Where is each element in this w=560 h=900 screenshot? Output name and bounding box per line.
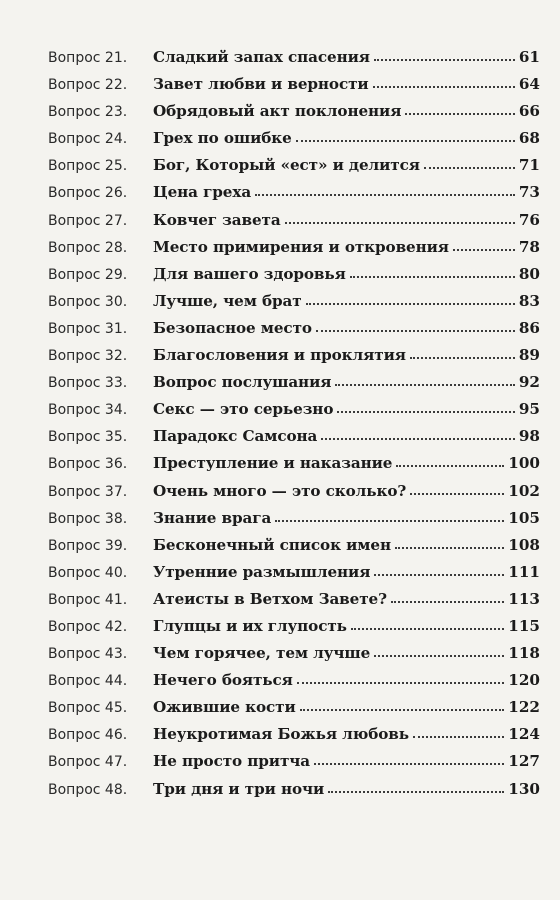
page-number: 92	[518, 373, 540, 392]
question-title: Парадокс Самсона	[153, 427, 318, 446]
question-number: Вопрос 47.	[48, 754, 128, 771]
dot-leader	[296, 139, 515, 142]
question-title: Для вашего здоровья	[153, 264, 346, 283]
question-number: Вопрос 21.	[48, 50, 128, 66]
toc-entry	[0, 289, 560, 316]
toc-entry	[0, 749, 560, 776]
toc-entry	[0, 235, 560, 262]
page-number: 113	[508, 589, 540, 608]
dot-leader	[453, 248, 515, 251]
question-title: Бог, Который «ест» и делится	[153, 156, 420, 175]
toc-entry	[0, 668, 560, 695]
page-number: 64	[518, 75, 540, 94]
question-number: Вопрос 30.	[48, 293, 128, 310]
toc-entry-line	[153, 48, 540, 66]
toc-entry-line	[153, 780, 540, 798]
dot-leader	[410, 492, 504, 495]
toc-entry	[0, 343, 560, 370]
question-title: Не просто притча	[153, 752, 311, 771]
toc-entry-line	[153, 536, 540, 554]
question-number: Вопрос 38.	[48, 510, 128, 527]
question-number: Вопрос 32.	[48, 348, 128, 365]
dot-leader	[374, 58, 515, 61]
page-number: 76	[518, 210, 540, 229]
question-title: Место примирения и откровения	[153, 237, 449, 256]
toc-entry	[0, 722, 560, 749]
page-number: 120	[508, 671, 540, 690]
dot-leader	[373, 85, 515, 88]
question-title: Неукротимая Божья любовь	[153, 725, 409, 744]
toc-entry	[0, 695, 560, 722]
question-number: Вопрос 36.	[48, 456, 128, 473]
question-title: Утренние размышления	[153, 562, 371, 581]
question-title: Вопрос послушания	[153, 373, 332, 392]
table-of-contents	[0, 45, 560, 804]
toc-entry-line	[153, 427, 540, 445]
question-title: Знание врага	[153, 508, 272, 527]
page-number: 105	[508, 508, 540, 527]
toc-entry-line	[153, 752, 540, 770]
page-number: 102	[508, 481, 540, 500]
toc-entry-line	[153, 400, 540, 418]
question-title: Три дня и три ночи	[153, 779, 325, 798]
page-number: 95	[518, 400, 540, 419]
question-number: Вопрос 43.	[48, 646, 128, 663]
question-title: Ковчег завета	[153, 210, 281, 229]
toc-entry-line	[153, 644, 540, 662]
question-title: Чем горячее, тем лучше	[153, 644, 371, 663]
question-number: Вопрос 39.	[48, 537, 128, 554]
question-number: Вопрос 24.	[48, 131, 128, 148]
toc-entry	[0, 641, 560, 668]
dot-leader	[321, 437, 515, 440]
page-number: 108	[508, 535, 540, 554]
question-number: Вопрос 33.	[48, 375, 128, 392]
page-number: 86	[518, 318, 540, 337]
page-number: 73	[518, 183, 540, 202]
toc-entry-line	[153, 373, 540, 391]
question-number: Вопрос 22.	[48, 77, 128, 94]
question-number: Вопрос 35.	[48, 429, 128, 446]
toc-entry-line	[153, 454, 540, 472]
dot-leader	[395, 546, 504, 549]
toc-entry	[0, 180, 560, 207]
toc-entry-line	[153, 238, 540, 256]
toc-entry	[0, 479, 560, 506]
toc-entry	[0, 397, 560, 424]
toc-entry	[0, 316, 560, 343]
page-number: 61	[518, 48, 540, 66]
dot-leader	[405, 112, 515, 115]
dot-leader	[285, 221, 515, 224]
toc-entry-line	[153, 292, 540, 310]
toc-entry-line	[153, 590, 540, 608]
page-number: 100	[508, 454, 540, 473]
dot-leader	[374, 654, 504, 657]
toc-entry	[0, 370, 560, 397]
question-number: Вопрос 23.	[48, 104, 128, 121]
toc-entry-line	[153, 563, 540, 581]
question-title: Завет любви и верности	[153, 75, 369, 94]
dot-leader	[391, 600, 504, 603]
dot-leader	[297, 681, 505, 684]
question-title: Нечего бояться	[153, 671, 293, 690]
dot-leader	[351, 627, 504, 630]
question-title: Бесконечный список имен	[153, 535, 391, 554]
toc-entry-line	[153, 319, 540, 337]
toc-entry-line	[153, 509, 540, 527]
dot-leader	[374, 573, 504, 576]
question-title: Секс — это серьезно	[153, 400, 334, 419]
toc-entry-line	[153, 75, 540, 93]
toc-entry	[0, 451, 560, 478]
toc-entry	[0, 587, 560, 614]
dot-leader	[255, 193, 515, 196]
toc-entry	[0, 72, 560, 99]
dot-leader	[413, 735, 504, 738]
page-number: 130	[508, 779, 540, 798]
question-title: Сладкий запах спасения	[153, 48, 370, 66]
question-number: Вопрос 41.	[48, 591, 128, 608]
toc-entry-line	[153, 129, 540, 147]
question-number: Вопрос 46.	[48, 727, 128, 744]
question-number: Вопрос 48.	[48, 781, 128, 798]
question-title: Благословения и проклятия	[153, 346, 406, 365]
toc-entry	[0, 262, 560, 289]
question-title: Ожившие кости	[153, 698, 296, 717]
page-number: 78	[518, 237, 540, 256]
toc-entry-line	[153, 346, 540, 364]
question-title: Преступление и наказание	[153, 454, 393, 473]
dot-leader	[424, 166, 515, 169]
toc-entry-line	[153, 617, 540, 635]
question-number: Вопрос 31.	[48, 320, 128, 337]
page-number: 71	[518, 156, 540, 175]
page-number: 89	[518, 346, 540, 365]
toc-entry	[0, 533, 560, 560]
toc-entry-line	[153, 698, 540, 716]
page-number: 98	[518, 427, 540, 446]
question-number: Вопрос 25.	[48, 158, 128, 175]
toc-entry	[0, 99, 560, 126]
dot-leader	[396, 464, 504, 467]
question-number: Вопрос 29.	[48, 266, 128, 283]
toc-entry	[0, 126, 560, 153]
question-number: Вопрос 40.	[48, 564, 128, 581]
dot-leader	[314, 762, 504, 765]
dot-leader	[306, 302, 515, 305]
toc-entry	[0, 777, 560, 804]
toc-entry-line	[153, 156, 540, 174]
toc-entry-line	[153, 102, 540, 120]
toc-entry	[0, 560, 560, 587]
dot-leader	[328, 790, 504, 793]
toc-entry	[0, 614, 560, 641]
page-number: 68	[518, 129, 540, 148]
question-number: Вопрос 37.	[48, 483, 128, 500]
page-number: 80	[518, 264, 540, 283]
question-number: Вопрос 26.	[48, 185, 128, 202]
dot-leader	[410, 356, 515, 359]
question-number: Вопрос 34.	[48, 402, 128, 419]
question-title: Безопасное место	[153, 318, 312, 337]
toc-entry	[0, 153, 560, 180]
dot-leader	[337, 410, 515, 413]
question-number: Вопрос 42.	[48, 618, 128, 635]
question-number: Вопрос 28.	[48, 239, 128, 256]
question-number: Вопрос 27.	[48, 212, 128, 229]
question-number: Вопрос 45.	[48, 700, 128, 717]
toc-entry-line	[153, 183, 540, 201]
page-number: 124	[508, 725, 540, 744]
question-title: Атеисты в Ветхом Завете?	[153, 589, 387, 608]
toc-entry	[0, 506, 560, 533]
toc-entry	[0, 424, 560, 451]
question-title: Обрядовый акт поклонения	[153, 102, 402, 121]
toc-entry	[0, 208, 560, 235]
dot-leader	[350, 275, 515, 278]
page-number: 66	[518, 102, 540, 121]
question-title: Лучше, чем брат	[153, 291, 302, 310]
toc-entry-line	[153, 211, 540, 229]
page-number: 122	[508, 698, 540, 717]
question-title: Очень много — это сколько?	[153, 481, 407, 500]
page-number: 118	[508, 644, 540, 663]
dot-leader	[316, 329, 515, 332]
toc-entry-line	[153, 725, 540, 743]
toc-entry-line	[153, 482, 540, 500]
question-title: Глупцы и их глупость	[153, 616, 347, 635]
question-title: Цена греха	[153, 183, 252, 202]
dot-leader	[335, 383, 515, 386]
page-number: 111	[508, 562, 540, 581]
question-title: Грех по ошибке	[153, 129, 292, 148]
question-number: Вопрос 44.	[48, 673, 128, 690]
page-number: 127	[508, 752, 540, 771]
dot-leader	[300, 708, 505, 711]
toc-entry-line	[153, 265, 540, 283]
page-number: 83	[518, 291, 540, 310]
page-number: 115	[508, 616, 540, 635]
toc-entry	[0, 45, 560, 72]
toc-entry-line	[153, 671, 540, 689]
dot-leader	[275, 519, 504, 522]
